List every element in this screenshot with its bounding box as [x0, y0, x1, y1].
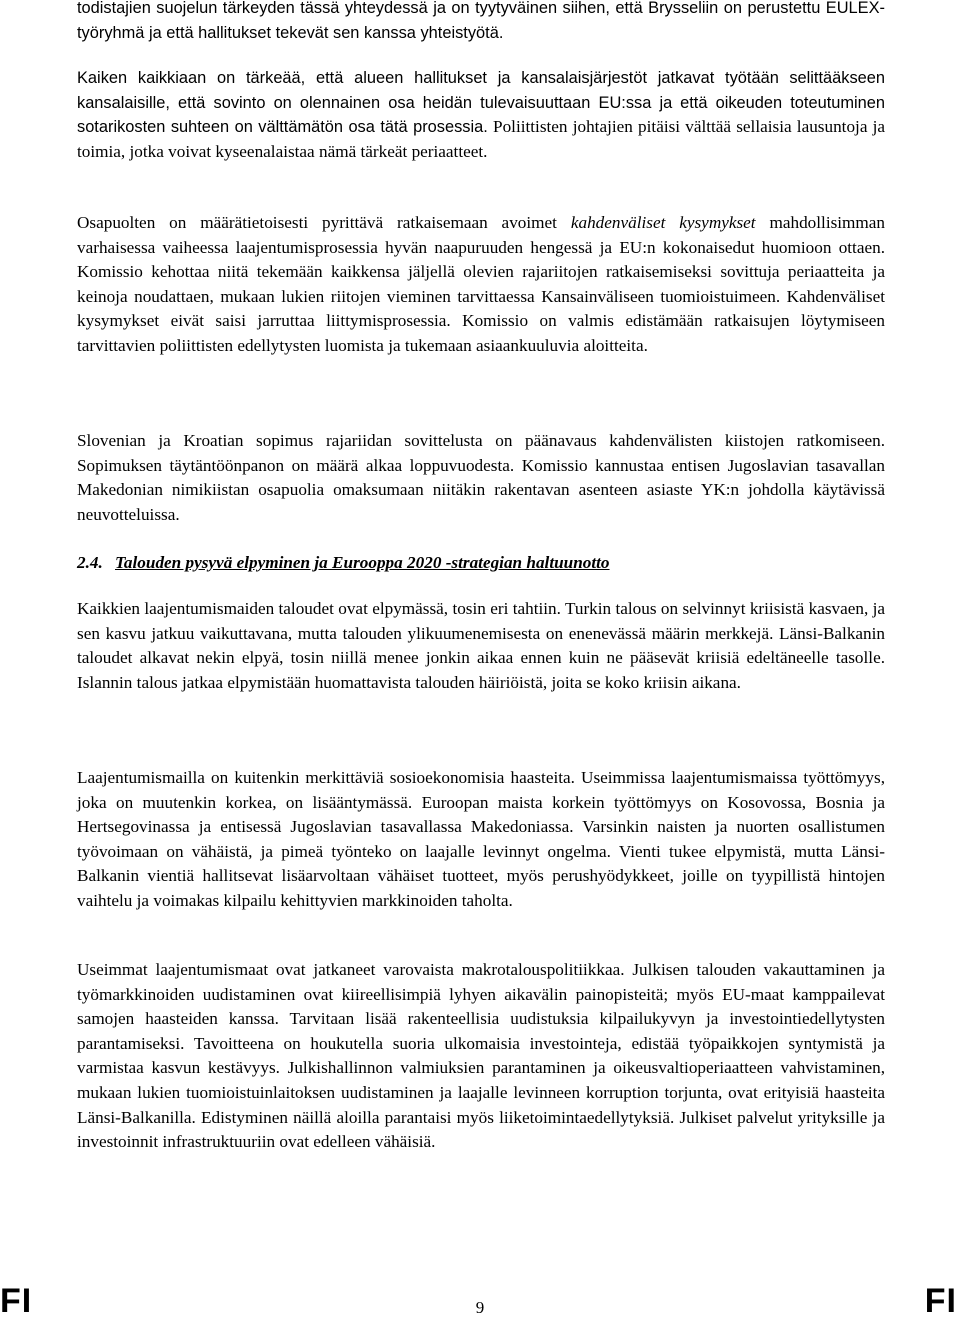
text-line: selvinnyt kriisistä kasvaen, ja sen kasvu jatkuu vaikuttavana, mutta talouden	[77, 599, 886, 643]
text-line: Useimmat laajentumismaat ovat jatkaneet varovaista makrotalouspolitiikkaa. Julkisen	[77, 960, 689, 979]
text-line: elpyä, tosin niillä menee jonkin aikaa ennen kuin ne pääsevät kriisiä edeltäneelle tasolle.	[241, 648, 885, 668]
text-line: lisää rakenteellisia uudistuksia kilpailukyvyn ja investointiedellytysten parantamiseksi.	[77, 1009, 885, 1053]
section-heading	[77, 551, 610, 576]
text-line: Tavoitteena on houkutella suoria ulkomaisia investointeja, edistää työpaikkojen syntymistä ja	[193, 1033, 885, 1053]
text-line: talouden vakauttaminen ja työmarkkinoiden uudistaminen ovat kiireellisimpiä lyhyen	[77, 960, 885, 1004]
text-line: Poliittisten	[493, 117, 568, 137]
text-line: niitäkin rakentavan asenteen asiaste YK:n johdolla käytävissä neuvotteluissa.	[77, 480, 885, 524]
text-line: Osapuolten on määrätietoisesti pyrittävä ratkaisemaan avoimet	[77, 213, 557, 232]
paragraph-economic-recovery	[77, 597, 885, 695]
text-line: olevien rajariitojen ratkaisemiseksi sovittuja periaatteita ja keinoja noudattaen, mukaan lukien	[77, 262, 886, 306]
text-line: löytymiseen tarvittavien poliittisten edellytysten luomista ja tukemaan asiaankuuluvia	[77, 311, 886, 355]
text-line: varmistaa kasvun kestävyys. Julkishallinnon valmiuksien parantaminen ja	[77, 1058, 606, 1078]
page-number: 9	[475, 1298, 485, 1317]
text-line: Kaikkien laajentumismaiden taloudet ovat elpymässä, tosin eri tahtiin. Turkin talous on	[77, 599, 679, 618]
paragraph-macroeconomic-policy	[77, 958, 885, 1155]
paragraph-witness-protection	[77, 0, 885, 45]
paragraph-slovenia-croatia	[77, 429, 885, 527]
text-line: EU:n kokonaisedut huomioon ottaen. Komissio kehottaa niitä tekemään kaikkensa jäljellä	[77, 237, 885, 282]
section-number: 2.4.	[77, 553, 103, 572]
footer-language-code-right: FI	[924, 1282, 957, 1320]
text-line: ylikuumenemisesta on enenevässä määrin merkkejä. Länsi-Balkanin taloudet alkavat nekin	[77, 623, 886, 668]
text-line: Balkanin vientiä hallitsevat lisäarvoltaan vähäiset tuotteet, myös perushyödykkeet, joille on	[77, 866, 744, 886]
text-line: Kaiken kaikkiaan on tärkeää, että alueen hallitukset ja kansalaisjärjestöt jatkavat työtään	[77, 69, 779, 87]
text-line: tyypillistä hintojen vaihtelu ja voimakas kilpailu kehittyvien markkinoiden taholta.	[77, 866, 885, 910]
footer-language-code-left: FI	[0, 1282, 33, 1320]
text-line: laajalle levinneen korruption torjunta, ovat erityisiä haasteita Länsi-Balkanilla. Edistyminen	[77, 1082, 886, 1127]
text-line: aikavälin painopisteitä; myös EU-maat kamppailevat samojen haasteiden kanssa. Tarvitaan	[77, 984, 886, 1029]
paragraph-reconciliation	[77, 66, 885, 164]
text-line: Laajentumismailla on kuitenkin merkittäviä sosioekonomisia haasteita. Useimmissa	[77, 768, 666, 787]
emphasis-text: kahdenväliset kysymykset	[570, 213, 756, 232]
text-line: mahdollisimman varhaisessa vaiheessa laajentumisprosessia hyvän naapuruuden hengessä ja	[77, 213, 886, 257]
text-line: johtajien pitäisi välttää sellaisia lausuntoja ja toimia, jotka voivat kyseenalaistaa nämä tärkeät	[77, 117, 886, 161]
text-line: ratkomiseen. Sopimuksen täytäntöönpanon on määrä alkaa loppuvuodesta. Komissio	[77, 431, 885, 475]
text-line: laajentumismaissa työttömyys, joka on muutenkin korkea, on lisääntymässä. Euroopan maista	[77, 768, 886, 812]
text-line: todistajien suojelun tärkeyden tässä yhteydessä ja on tyytyväinen siihen, että Brysseliin on	[77, 0, 742, 17]
text-line: riitojen vieminen tarvittaessa Kansainväliseen tuomioistuimeen. Kahdenväliset kysymykset	[77, 286, 885, 331]
text-line: vähäistä, ja pimeä työnteko on laajalle levinnyt ongelma. Vienti tukee elpymistä, mutta Länsi-	[191, 841, 886, 861]
text-line: perustettu EULEX-työryhmä ja että hallitukset tekevät sen kanssa yhteistyötä.	[77, 0, 885, 42]
text-line: aloitteita.	[583, 335, 648, 355]
text-line: selittääkseen kansalaisille, että sovinto on olennainen osa heidän tulevaisuuttaan EU:ssa ja	[77, 69, 885, 112]
text-line: tasavallassa Makedoniassa. Varsinkin naisten ja nuorten osallistumen työvoimaan on	[77, 817, 886, 861]
paragraph-socioeconomic-challenges	[77, 766, 885, 914]
text-line: aikana.	[691, 672, 741, 692]
text-line: periaatteet.	[411, 141, 488, 161]
text-line: Islannin talous jatkaa elpymistään huomattavista talouden häiriöistä, joita se koko kriisin	[77, 672, 688, 692]
text-line: korkein työttömyys on Kosovossa, Bosnia ja Hertsegovinassa ja entisessä Jugoslavian	[77, 792, 885, 837]
text-line: eivät saisi jarruttaa liittymisprosessia. Komissio on valmis edistämään ratkaisujen	[170, 311, 790, 331]
text-line: investoinnit infrastruktuuriin ovat edelleen vähäisiä.	[77, 1132, 436, 1152]
text-line: oikeusvaltioperiaatteen vahvistaminen, mukaan lukien tuomioistuinlaitoksen uudistaminen ja	[77, 1058, 886, 1102]
paragraph-bilateral-issues	[77, 211, 885, 359]
text-line: Slovenian ja Kroatian sopimus rajariidan sovittelusta on päänavaus kahdenvälisten kiistojen	[77, 431, 785, 450]
text-line: että oikeuden toteutuminen sotarikosten suhteen on välttämätön osa tätä prosessia.	[77, 93, 886, 137]
text-line: näillä aloilla parantaisi myös liiketoimintaedellytyksiä. Julkiset palvelut yrityksille ja	[293, 1107, 886, 1127]
text-line: kannustaa entisen Jugoslavian tasavallan Makedonian nimikiistan osapuolia omaksumaan	[77, 455, 885, 500]
section-title: Talouden pysyvä elpyminen ja Eurooppa 2020 -strategian haltuunotto	[115, 553, 610, 572]
